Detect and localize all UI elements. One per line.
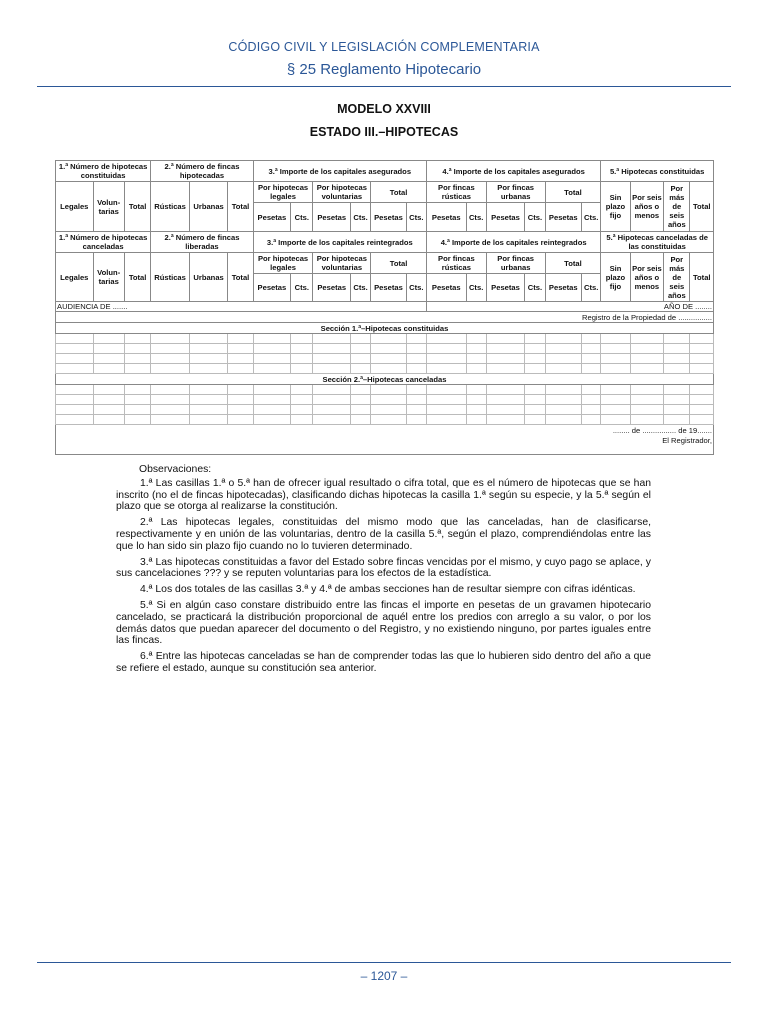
col-header-hipotecas-canceladas: 1.ª Número de hipotecas canceladas	[56, 232, 151, 253]
label-por-hipotecas-legales: Por hipotecas legales	[253, 253, 313, 274]
label-pesetas: Pesetas	[426, 274, 466, 302]
label-total: Total	[690, 182, 714, 232]
label-por-mas-seis: Por más de seis años	[664, 253, 690, 302]
label-por-mas-seis: Por más de seis años	[664, 182, 690, 232]
col-header-hipotecas-constituidas: 1.ª Número de hipotecas constituidas	[56, 161, 151, 182]
label-total: Total	[545, 182, 601, 203]
col-header-capitales-asegurados-3: 3.ª Importe de los capitales asegurados	[253, 161, 426, 182]
label-total: Total	[371, 182, 427, 203]
label-sin-plazo: Sin plazo fijo	[601, 182, 630, 232]
mortgage-form-table	[55, 160, 714, 455]
book-title: CÓDIGO CIVIL Y LEGISLACIÓN COMPLEMENTARIA	[228, 40, 540, 54]
footer-rule	[37, 962, 731, 963]
label-pesetas: Pesetas	[545, 203, 581, 232]
observation-item: 5.ª Si en algún caso constare distribuido entre las fincas el importe en pesetas de un gravamen hipotecario cancelado, se practicará la distribución proporcional de aquél entre los predios con arreglo a su valor, o por los demás datos que puedan aparecer del documento o del Registro, y no existiendo ninguno, por partes iguales entre las fincas.	[116, 599, 651, 647]
label-cts: Cts.	[525, 203, 545, 232]
label-legales: Legales	[56, 253, 94, 302]
observations	[116, 464, 651, 679]
observation-item: 6.ª Entre las hipotecas canceladas se han de comprender todas las que lo hubieren sido dentro del año a que se refiere el estado, aunque su constitución sea anterior.	[116, 651, 651, 674]
label-legales: Legales	[56, 182, 94, 232]
label-cts: Cts.	[291, 274, 313, 302]
label-total: Total	[228, 182, 253, 232]
seccion-1-title: Sección 1.ª–Hipotecas constituidas	[56, 323, 714, 334]
col-header-fincas-hipotecadas: 2.ª Número de fincas hipotecadas	[151, 161, 253, 182]
label-por-hipotecas-voluntarias: Por hipotecas voluntarias	[313, 253, 371, 274]
label-cts: Cts.	[525, 274, 545, 302]
col-header-capitales-asegurados-4: 4.ª Importe de los capitales asegurados	[426, 161, 600, 182]
model-title: MODELO XXVIII	[337, 102, 431, 116]
label-por-seis-menos: Por seis años o menos	[630, 253, 663, 302]
label-total: Total	[690, 253, 714, 302]
label-por-hipotecas-legales: Por hipotecas legales	[253, 182, 313, 203]
label-cts: Cts.	[350, 203, 370, 232]
label-cts: Cts.	[582, 203, 601, 232]
table-row	[56, 344, 714, 354]
label-cts: Cts.	[466, 274, 486, 302]
label-por-fincas-rusticas: Por fincas rústicas	[426, 182, 486, 203]
label-pesetas: Pesetas	[253, 203, 291, 232]
label-pesetas: Pesetas	[426, 203, 466, 232]
label-pesetas: Pesetas	[371, 203, 406, 232]
col-header-capitales-reintegrados-4: 4.ª Importe de los capitales reintegrados	[426, 232, 600, 253]
table-row	[56, 354, 714, 364]
col-header-hipotecas-canceladas-5: 5.ª Hipotecas canceladas de las constituidas	[601, 232, 714, 253]
observation-item: 2.ª Las hipotecas legales, constituidas del mismo modo que las canceladas, han de clasificarse, respectivamente y en unión de las voluntarias, dentro de la casilla 5.ª, según el plazo, comprendiéndolas entre las que lo han sido sin plazo fijo cuando no lo tuvieren determinado.	[116, 517, 651, 552]
col-header-capitales-reintegrados-3: 3.ª Importe de los capitales reintegrados	[253, 232, 426, 253]
observation-item: 3.ª Las hipotecas constituidas a favor del Estado sobre fincas vencidas por el mismo, y cuyo pago se aplace, y sus cancelaciones ??? y se reputen voluntarias para los efectos de la estadística.	[116, 556, 651, 580]
header-rule	[37, 86, 731, 87]
observations-heading: Observaciones:	[139, 464, 212, 475]
table-row	[56, 395, 714, 405]
label-voluntarias: Volun- tarias	[93, 182, 124, 232]
table-row	[56, 364, 714, 374]
label-por-fincas-urbanas: Por fincas urbanas	[486, 182, 545, 203]
label-pesetas: Pesetas	[371, 274, 406, 302]
label-voluntarias: Volun- tarias	[93, 253, 124, 302]
label-total: Total	[124, 253, 150, 302]
observation-item: 4.ª Los dos totales de las casillas 3.ª y 4.ª de ambas secciones han de resultar siempre con cifras idénticas.	[140, 584, 636, 596]
seccion-2-title: Sección 2.ª–Hipotecas canceladas	[56, 374, 714, 385]
table-row	[56, 385, 714, 395]
label-pesetas: Pesetas	[486, 203, 525, 232]
label-rusticas: Rústicas	[151, 182, 190, 232]
fecha-field: ........ de ................ de 19.......	[56, 425, 714, 436]
label-por-fincas-urbanas: Por fincas urbanas	[486, 253, 545, 274]
label-por-hipotecas-voluntarias: Por hipotecas voluntarias	[313, 182, 371, 203]
label-pesetas: Pesetas	[313, 203, 351, 232]
label-total: Total	[545, 253, 601, 274]
label-sin-plazo: Sin plazo fijo	[601, 253, 630, 302]
label-cts: Cts.	[406, 203, 426, 232]
table-row	[56, 405, 714, 415]
label-por-seis-menos: Por seis años o menos	[630, 182, 663, 232]
label-pesetas: Pesetas	[545, 274, 581, 302]
label-cts: Cts.	[466, 203, 486, 232]
label-pesetas: Pesetas	[253, 274, 291, 302]
label-cts: Cts.	[350, 274, 370, 302]
registrador-signature: El Registrador,	[56, 436, 714, 455]
table-row	[56, 415, 714, 425]
table-row	[56, 334, 714, 344]
label-cts: Cts.	[291, 203, 313, 232]
observation-item: 1.ª Las casillas 1.ª o 5.ª han de ofrecer igual resultado o cifra total, que es el número de hipotecas que se han inscrito (no el de fincas hipotecadas), clasificando dichas hipotecas la casilla 1.ª según su especie, y la 5.ª según el plazo que se otorga al realizarse la constitución.	[116, 477, 651, 513]
audiencia-field: AUDIENCIA DE .......	[56, 302, 427, 312]
registro-field: Registro de la Propiedad de ................	[56, 312, 714, 323]
label-total: Total	[371, 253, 427, 274]
label-rusticas: Rústicas	[151, 253, 190, 302]
label-total: Total	[228, 253, 253, 302]
label-urbanas: Urbanas	[189, 182, 228, 232]
label-total: Total	[124, 182, 150, 232]
page-number: – 1207 –	[360, 969, 408, 983]
col-header-hipotecas-constituidas-5: 5.ª Hipotecas constituidas	[601, 161, 714, 182]
label-pesetas: Pesetas	[313, 274, 351, 302]
ano-field: AÑO DE ........	[426, 302, 713, 312]
col-header-fincas-liberadas: 2.ª Número de fincas liberadas	[151, 232, 253, 253]
label-urbanas: Urbanas	[189, 253, 228, 302]
state-title: ESTADO III.–HIPOTECAS	[309, 125, 459, 139]
label-por-fincas-rusticas: Por fincas rústicas	[426, 253, 486, 274]
label-pesetas: Pesetas	[486, 274, 525, 302]
label-cts: Cts.	[582, 274, 601, 302]
label-cts: Cts.	[406, 274, 426, 302]
section-title: § 25 Reglamento Hipotecario	[286, 61, 482, 78]
